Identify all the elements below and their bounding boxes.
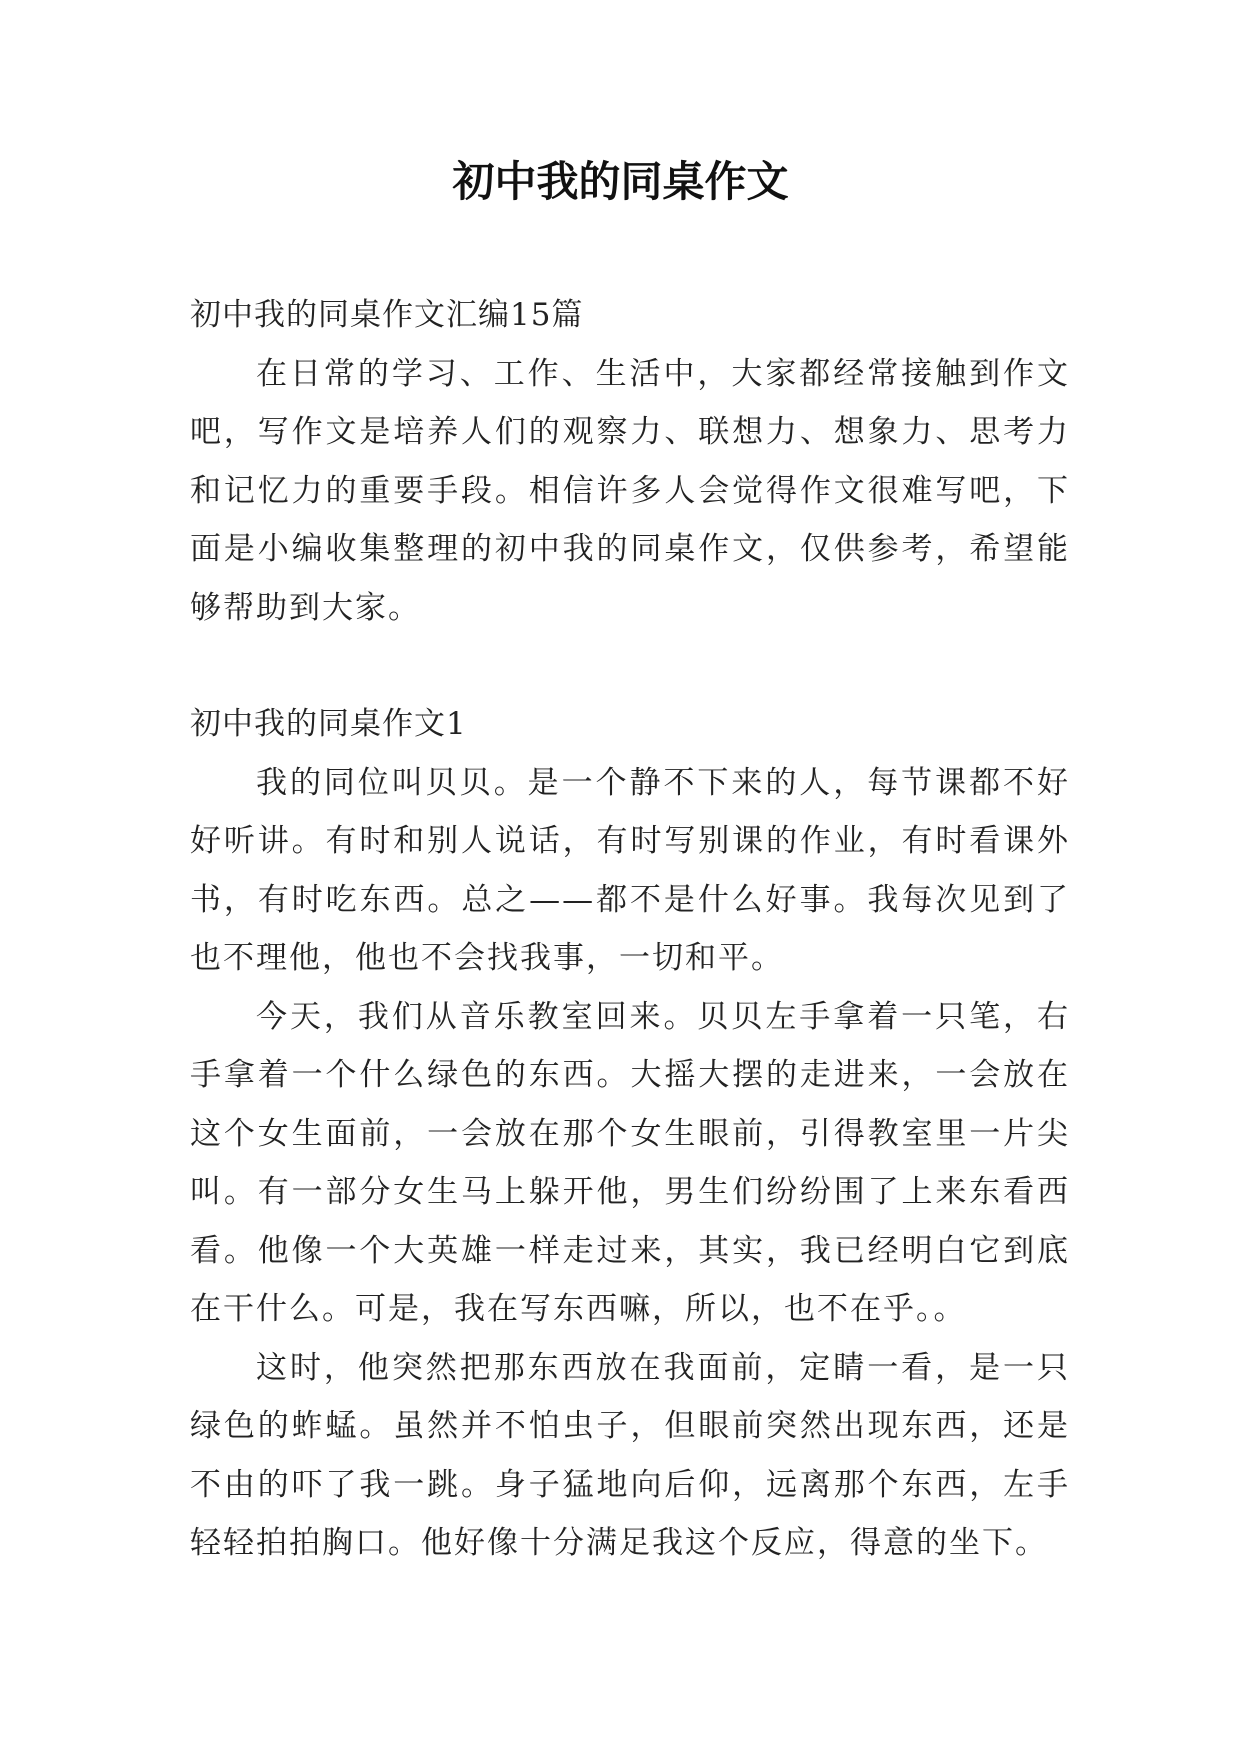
intro-paragraph: 在日常的学习、工作、生活中，大家都经常接触到作文吧，写作文是培养人们的观察力、联想力、想象力、思考力和记忆力的重要手段。相信许多人会觉得作文很难写吧，下面是小编收集整理的初中我的同桌作文，仅供参考，希望能够帮助到大家。 [190, 355, 1070, 626]
essay-paragraph: 这时，他突然把那东西放在我面前，定睛一看，是一只绿色的蚱蜢。虽然并不怕虫子，但眼前突然出现东西，还是不由的吓了我一跳。身子猛地向后仰，远离那个东西，左手轻轻拍拍胸口。他好像十分满足我这个反应，得意的坐下。 [190, 1349, 1070, 1561]
collection-heading: 初中我的同桌作文汇编15篇 [190, 297, 584, 333]
section-spacer [190, 637, 1070, 695]
essay-paragraph: 我的同位叫贝贝。是一个静不下来的人，每节课都不好好听讲。有时和别人说话，有时写别课的作业，有时看课外书，有时吃东西。总之——都不是什么好事。我每次见到了也不理他，他也不会找我事，一切和平。 [190, 764, 1070, 976]
essay-paragraph: 今天，我们从音乐教室回来。贝贝左手拿着一只笔，右手拿着一个什么绿色的东西。大摇大摆的走进来，一会放在这个女生面前，一会放在那个女生眼前，引得教室里一片尖叫。有一部分女生马上躲开他，男生们纷纷围了上来东看西看。他像一个大英雄一样走过来，其实，我已经明白它到底在干什么。可是，我在写东西嘛，所以，也不在乎。。 [190, 998, 1070, 1327]
document-title: 初中我的同桌作文 [452, 157, 789, 206]
essay-heading: 初中我的同桌作文1 [190, 706, 467, 742]
document-body [190, 286, 1070, 1573]
